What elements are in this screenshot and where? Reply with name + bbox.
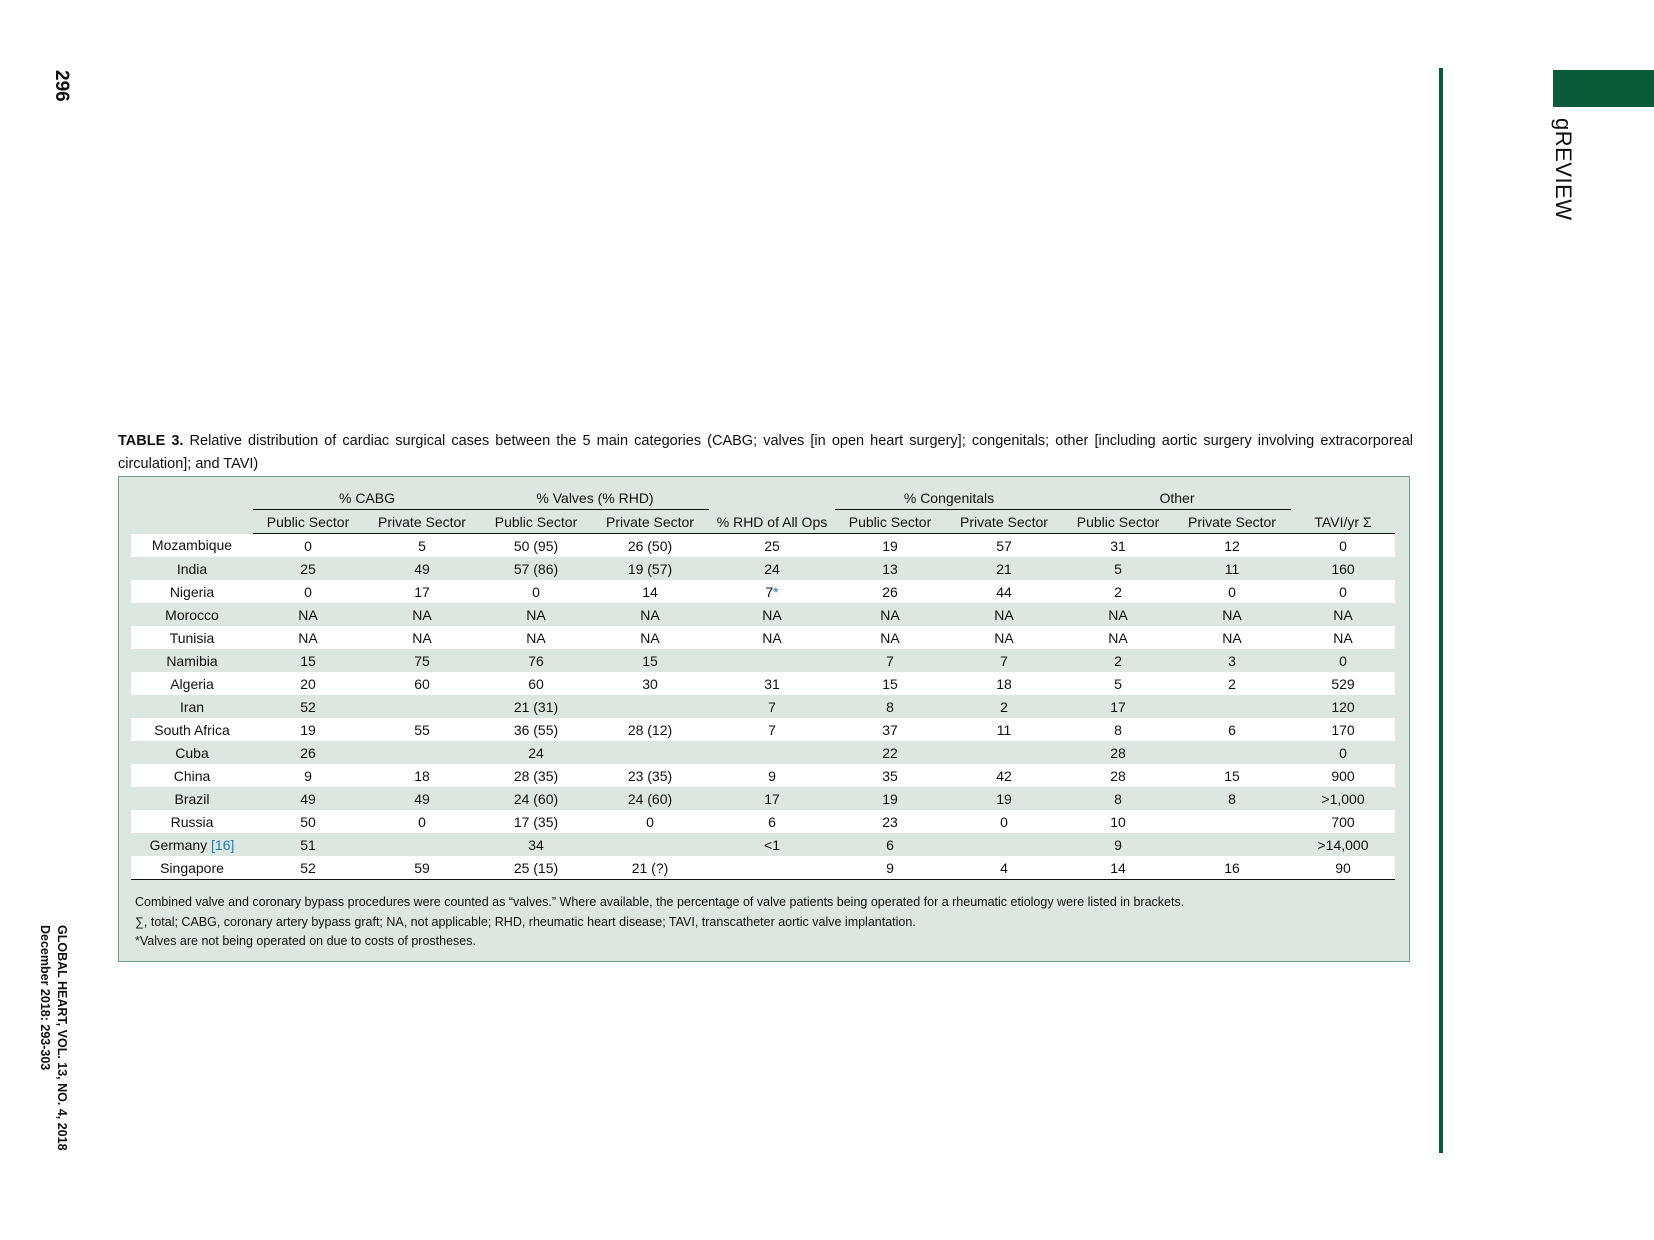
cell-rhd: 17 bbox=[764, 790, 780, 807]
cell-cabg-pub: NA bbox=[298, 606, 318, 623]
cell-val-priv: 21 (?) bbox=[591, 856, 709, 880]
cell-cabg-pub: 52 bbox=[300, 698, 316, 715]
country-cell bbox=[131, 787, 253, 810]
cell-oth-pub: 5 bbox=[1063, 672, 1173, 695]
cell-tavi: 90 bbox=[1291, 856, 1395, 880]
country-name: Mozambique bbox=[151, 537, 233, 554]
cell-val-pub: 17 (35) bbox=[481, 810, 591, 833]
cell-oth-pub: 8 bbox=[1063, 718, 1173, 741]
cell-val-pub: 36 (55) bbox=[481, 718, 591, 741]
cell-con-pub: NA bbox=[880, 606, 900, 623]
col-header-congenitals-private: Private Sector bbox=[945, 510, 1063, 534]
cell-val-priv: 0 bbox=[591, 810, 709, 833]
table-row bbox=[131, 856, 1395, 880]
table-row bbox=[131, 580, 1395, 603]
cell-con-priv bbox=[945, 741, 1063, 764]
cell-val-pub: 21 (31) bbox=[513, 698, 559, 715]
table-caption bbox=[118, 430, 1413, 476]
cell-rhd: NA bbox=[762, 606, 782, 623]
country-cell bbox=[131, 626, 253, 649]
country-cell bbox=[131, 741, 253, 764]
col-header-congenitals-public: Public Sector bbox=[835, 510, 945, 534]
cell-val-pub: 76 bbox=[528, 652, 544, 669]
cell-rhd: 9 bbox=[709, 764, 835, 787]
cell-cabg-pub: 15 bbox=[300, 652, 316, 669]
cell-con-priv: 2 bbox=[1000, 698, 1008, 715]
cell-tavi: NA bbox=[1333, 606, 1353, 623]
cell-val-pub: NA bbox=[526, 606, 546, 623]
cell-val-pub: 34 bbox=[528, 836, 544, 853]
cell-val-pub: 24 bbox=[528, 744, 544, 761]
cell-con-pub: 8 bbox=[886, 698, 894, 715]
cell-cabg-priv: 60 bbox=[363, 672, 481, 695]
cell-val-priv: 19 (57) bbox=[627, 560, 673, 577]
group-header-congenitals: % Congenitals bbox=[835, 487, 1063, 510]
cell-tavi: 529 bbox=[1291, 672, 1395, 695]
table-row bbox=[131, 718, 1395, 741]
country-name: India bbox=[176, 560, 208, 577]
table-label: TABLE 3. bbox=[118, 433, 184, 449]
journal-volume-line: GLOBAL HEART, VOL. 13, NO. 4, 2018 bbox=[55, 925, 69, 1151]
cell-cabg-priv: 49 bbox=[414, 560, 430, 577]
cell-val-priv: 30 bbox=[591, 672, 709, 695]
cell-con-pub: 7 bbox=[886, 652, 894, 669]
cell-con-pub: 13 bbox=[882, 560, 898, 577]
cell-val-pub: NA bbox=[481, 626, 591, 649]
cell-oth-priv: 11 bbox=[1224, 560, 1240, 577]
cell-val-priv bbox=[591, 695, 709, 718]
cell-oth-priv bbox=[1173, 810, 1291, 833]
table-body bbox=[131, 534, 1395, 880]
cell-val-priv bbox=[591, 741, 709, 764]
col-header-cabg-private: Private Sector bbox=[363, 510, 481, 534]
cell-con-priv: 4 bbox=[945, 856, 1063, 880]
cell-rhd: 25 bbox=[709, 534, 835, 558]
cell-val-pub: 57 (86) bbox=[513, 560, 559, 577]
cell-con-priv: 0 bbox=[945, 810, 1063, 833]
cell-rhd: 31 bbox=[709, 672, 835, 695]
country-cell bbox=[131, 810, 253, 833]
cell-oth-priv: NA bbox=[1222, 606, 1242, 623]
cell-tavi: >1,000 bbox=[1321, 790, 1365, 807]
country-name: Brazil bbox=[174, 790, 210, 807]
cell-cabg-pub: 51 bbox=[300, 836, 316, 853]
section-label: gREVIEW bbox=[1551, 118, 1576, 221]
cell-cabg-priv bbox=[363, 741, 481, 764]
country-name: Nigeria bbox=[169, 583, 215, 600]
cell-val-priv: 15 bbox=[642, 652, 658, 669]
cell-cabg-priv: 17 bbox=[363, 580, 481, 603]
table-row bbox=[131, 672, 1395, 695]
table-caption-text: Relative distribution of cardiac surgical cases between the 5 main categories (CABG; valves [in open heart surgery]; congenitals; other [including aortic surgery involving extracorporeal circulation]; and TAVI) bbox=[118, 433, 1414, 472]
cell-cabg-priv: NA bbox=[412, 606, 432, 623]
cell-con-pub: NA bbox=[835, 626, 945, 649]
cell-rhd: 24 bbox=[764, 560, 780, 577]
cell-con-priv: 7 bbox=[1000, 652, 1008, 669]
country-cell bbox=[131, 833, 253, 856]
cell-con-priv: 19 bbox=[996, 790, 1012, 807]
group-header-valves: % Valves (% RHD) bbox=[481, 487, 709, 510]
cell-con-pub: 26 bbox=[835, 580, 945, 603]
country-name: Tunisia bbox=[169, 629, 215, 646]
cell-oth-pub: 17 bbox=[1110, 698, 1126, 715]
country-cell bbox=[131, 557, 253, 580]
cell-cabg-pub: 49 bbox=[300, 790, 316, 807]
cell-val-priv: NA bbox=[591, 626, 709, 649]
country-cell bbox=[131, 695, 253, 718]
cell-rhd bbox=[709, 649, 835, 672]
country-name: Iran bbox=[179, 698, 205, 715]
journal-citation bbox=[36, 925, 70, 1165]
cell-val-priv: 26 (50) bbox=[591, 534, 709, 558]
col-header-valves-public: Public Sector bbox=[481, 510, 591, 534]
country-name: China bbox=[173, 767, 211, 784]
cell-con-priv: 44 bbox=[945, 580, 1063, 603]
cell-con-priv: 18 bbox=[945, 672, 1063, 695]
cell-rhd: NA bbox=[709, 626, 835, 649]
cell-val-priv: NA bbox=[640, 606, 660, 623]
country-cell bbox=[131, 649, 253, 672]
cell-tavi: 0 bbox=[1291, 580, 1395, 603]
country-name: Singapore bbox=[160, 859, 224, 876]
cell-cabg-pub: 20 bbox=[253, 672, 363, 695]
table-row bbox=[131, 833, 1395, 856]
cell-tavi: 170 bbox=[1291, 718, 1395, 741]
group-header-other: Other bbox=[1063, 487, 1291, 510]
cell-oth-priv: 0 bbox=[1173, 580, 1291, 603]
cell-con-pub: 15 bbox=[835, 672, 945, 695]
country-cell bbox=[131, 603, 253, 626]
footnote-marker[interactable]: * bbox=[773, 583, 779, 600]
table-row bbox=[131, 695, 1395, 718]
cell-val-pub: 28 (35) bbox=[481, 764, 591, 787]
cell-oth-pub: 2 bbox=[1114, 652, 1122, 669]
cell-cabg-priv: 0 bbox=[363, 810, 481, 833]
table-row bbox=[131, 557, 1395, 580]
table-row bbox=[131, 741, 1395, 764]
page-number: 296 bbox=[51, 70, 72, 102]
cell-oth-priv bbox=[1173, 833, 1291, 856]
cell-val-priv: 14 bbox=[591, 580, 709, 603]
cell-oth-priv: 16 bbox=[1173, 856, 1291, 880]
footnote-asterisk: *Valves are not being operated on due to costs of prostheses. bbox=[135, 934, 476, 948]
footnote-abbreviations: ∑, total; CABG, coronary artery bypass graft; NA, not applicable; RHD, rheumatic heart disease; TAVI, transcatheter aortic valve implantation. bbox=[135, 914, 916, 929]
cell-oth-priv: 8 bbox=[1228, 790, 1236, 807]
cell-tavi: 160 bbox=[1331, 560, 1355, 577]
cell-oth-pub: 14 bbox=[1063, 856, 1173, 880]
cell-oth-pub: 5 bbox=[1114, 560, 1122, 577]
cell-rhd bbox=[709, 741, 835, 764]
cell-oth-priv: 15 bbox=[1173, 764, 1291, 787]
cell-con-pub: 35 bbox=[835, 764, 945, 787]
cell-tavi: 700 bbox=[1291, 810, 1395, 833]
cell-con-pub: 6 bbox=[886, 836, 894, 853]
cell-tavi: NA bbox=[1291, 626, 1395, 649]
table-container bbox=[118, 476, 1410, 962]
cell-cabg-pub: 0 bbox=[253, 534, 363, 558]
col-header-other-private: Private Sector bbox=[1173, 510, 1291, 534]
cell-cabg-pub: 9 bbox=[253, 764, 363, 787]
col-header-tavi: TAVI/yr Σ bbox=[1291, 510, 1395, 534]
cell-cabg-pub: 26 bbox=[300, 744, 316, 761]
cell-oth-priv bbox=[1173, 741, 1291, 764]
cell-cabg-priv bbox=[363, 695, 481, 718]
data-table bbox=[131, 487, 1395, 880]
journal-date-line: December 2018: 293-303 bbox=[38, 925, 52, 1071]
cell-cabg-priv: 59 bbox=[363, 856, 481, 880]
cell-oth-priv bbox=[1173, 695, 1291, 718]
cell-rhd: <1 bbox=[764, 836, 780, 853]
cell-oth-priv: 2 bbox=[1173, 672, 1291, 695]
column-header-row bbox=[131, 510, 1395, 534]
cell-oth-priv: 6 bbox=[1173, 718, 1291, 741]
cell-con-priv: 42 bbox=[945, 764, 1063, 787]
cell-oth-pub: 31 bbox=[1063, 534, 1173, 558]
country-name: Cuba bbox=[175, 744, 209, 761]
cell-val-pub: 25 (15) bbox=[481, 856, 591, 880]
col-header-cabg-public: Public Sector bbox=[253, 510, 363, 534]
country-name: Germany bbox=[149, 836, 212, 853]
cell-oth-pub: NA bbox=[1063, 626, 1173, 649]
col-header-valves-private: Private Sector bbox=[591, 510, 709, 534]
cell-con-pub: 19 bbox=[835, 534, 945, 558]
cell-rhd bbox=[709, 856, 835, 880]
table-row bbox=[131, 534, 1395, 558]
cell-cabg-priv: 5 bbox=[363, 534, 481, 558]
table-row bbox=[131, 603, 1395, 626]
cell-cabg-pub: 25 bbox=[300, 560, 316, 577]
table-row bbox=[131, 810, 1395, 833]
cell-cabg-priv: NA bbox=[363, 626, 481, 649]
country-cell bbox=[131, 764, 253, 787]
cell-cabg-pub: 0 bbox=[253, 580, 363, 603]
cell-val-priv: 28 (12) bbox=[591, 718, 709, 741]
cell-val-pub: 50 (95) bbox=[481, 534, 591, 558]
cell-oth-pub: 9 bbox=[1114, 836, 1122, 853]
country-name: South Africa bbox=[154, 721, 230, 738]
cell-cabg-priv: 75 bbox=[414, 652, 430, 669]
col-header-rhd-all: % RHD of All Ops bbox=[709, 510, 835, 534]
country-name: Morocco bbox=[165, 606, 219, 623]
cell-val-pub: 60 bbox=[481, 672, 591, 695]
cell-rhd: 6 bbox=[709, 810, 835, 833]
cell-con-priv: 57 bbox=[945, 534, 1063, 558]
footnote-valves: Combined valve and coronary bypass procedures were counted as “valves.” Where available, the percentage of valve patients being operated for a rheumatic etiology were listed in brackets. bbox=[135, 895, 1185, 909]
cell-con-pub: 22 bbox=[882, 744, 898, 761]
cell-tavi: 0 bbox=[1291, 534, 1395, 558]
cell-oth-pub: 10 bbox=[1063, 810, 1173, 833]
country-cell bbox=[131, 534, 253, 558]
cell-con-pub: 23 bbox=[835, 810, 945, 833]
group-header-cabg: % CABG bbox=[253, 487, 481, 510]
cell-oth-pub: NA bbox=[1108, 606, 1128, 623]
cell-tavi: 0 bbox=[1339, 652, 1347, 669]
cell-con-pub: 9 bbox=[835, 856, 945, 880]
group-header-row bbox=[131, 487, 1395, 510]
country-cell bbox=[131, 856, 253, 880]
cell-cabg-pub: 52 bbox=[253, 856, 363, 880]
cell-tavi: 120 bbox=[1331, 698, 1355, 715]
cell-cabg-priv: 49 bbox=[414, 790, 430, 807]
table-row bbox=[131, 649, 1395, 672]
cell-oth-pub: 28 bbox=[1110, 744, 1126, 761]
cell-cabg-priv: 55 bbox=[363, 718, 481, 741]
cell-con-priv: 11 bbox=[945, 718, 1063, 741]
cell-cabg-pub: 50 bbox=[253, 810, 363, 833]
cell-oth-priv: 3 bbox=[1228, 652, 1236, 669]
cell-rhd: 7* bbox=[709, 580, 835, 603]
cell-con-priv: 21 bbox=[996, 560, 1012, 577]
table-row bbox=[131, 626, 1395, 649]
col-header-other-public: Public Sector bbox=[1063, 510, 1173, 534]
cell-rhd: 7 bbox=[709, 718, 835, 741]
cell-con-pub: 19 bbox=[882, 790, 898, 807]
table-row bbox=[131, 787, 1395, 810]
cell-con-priv: NA bbox=[994, 606, 1014, 623]
cell-val-priv: 23 (35) bbox=[591, 764, 709, 787]
country-name: Algeria bbox=[170, 675, 214, 692]
cell-val-priv: 24 (60) bbox=[627, 790, 673, 807]
cell-cabg-priv: 18 bbox=[363, 764, 481, 787]
section-tab bbox=[1553, 70, 1654, 107]
table-footnotes bbox=[135, 893, 1395, 952]
reference-link[interactable]: [16] bbox=[211, 836, 235, 853]
cell-cabg-pub: 19 bbox=[253, 718, 363, 741]
green-vertical-rule bbox=[1439, 68, 1443, 1153]
table-row bbox=[131, 764, 1395, 787]
cell-tavi: 0 bbox=[1339, 744, 1347, 761]
cell-con-priv bbox=[945, 833, 1063, 856]
cell-oth-pub: 28 bbox=[1063, 764, 1173, 787]
cell-val-priv bbox=[591, 833, 709, 856]
cell-oth-pub: 2 bbox=[1063, 580, 1173, 603]
country-cell bbox=[131, 580, 253, 603]
cell-oth-pub: 8 bbox=[1114, 790, 1122, 807]
cell-cabg-pub: NA bbox=[253, 626, 363, 649]
cell-tavi: >14,000 bbox=[1317, 836, 1369, 853]
country-name: Russia bbox=[170, 813, 214, 830]
cell-val-pub: 0 bbox=[481, 580, 591, 603]
cell-rhd: 7 bbox=[768, 698, 776, 715]
cell-con-pub: 37 bbox=[835, 718, 945, 741]
cell-oth-priv: 12 bbox=[1173, 534, 1291, 558]
cell-con-priv: NA bbox=[945, 626, 1063, 649]
country-cell bbox=[131, 718, 253, 741]
country-cell bbox=[131, 672, 253, 695]
country-name: Namibia bbox=[166, 652, 218, 669]
cell-val-pub: 24 (60) bbox=[513, 790, 559, 807]
cell-cabg-priv bbox=[363, 833, 481, 856]
cell-tavi: 900 bbox=[1291, 764, 1395, 787]
cell-oth-priv: NA bbox=[1173, 626, 1291, 649]
